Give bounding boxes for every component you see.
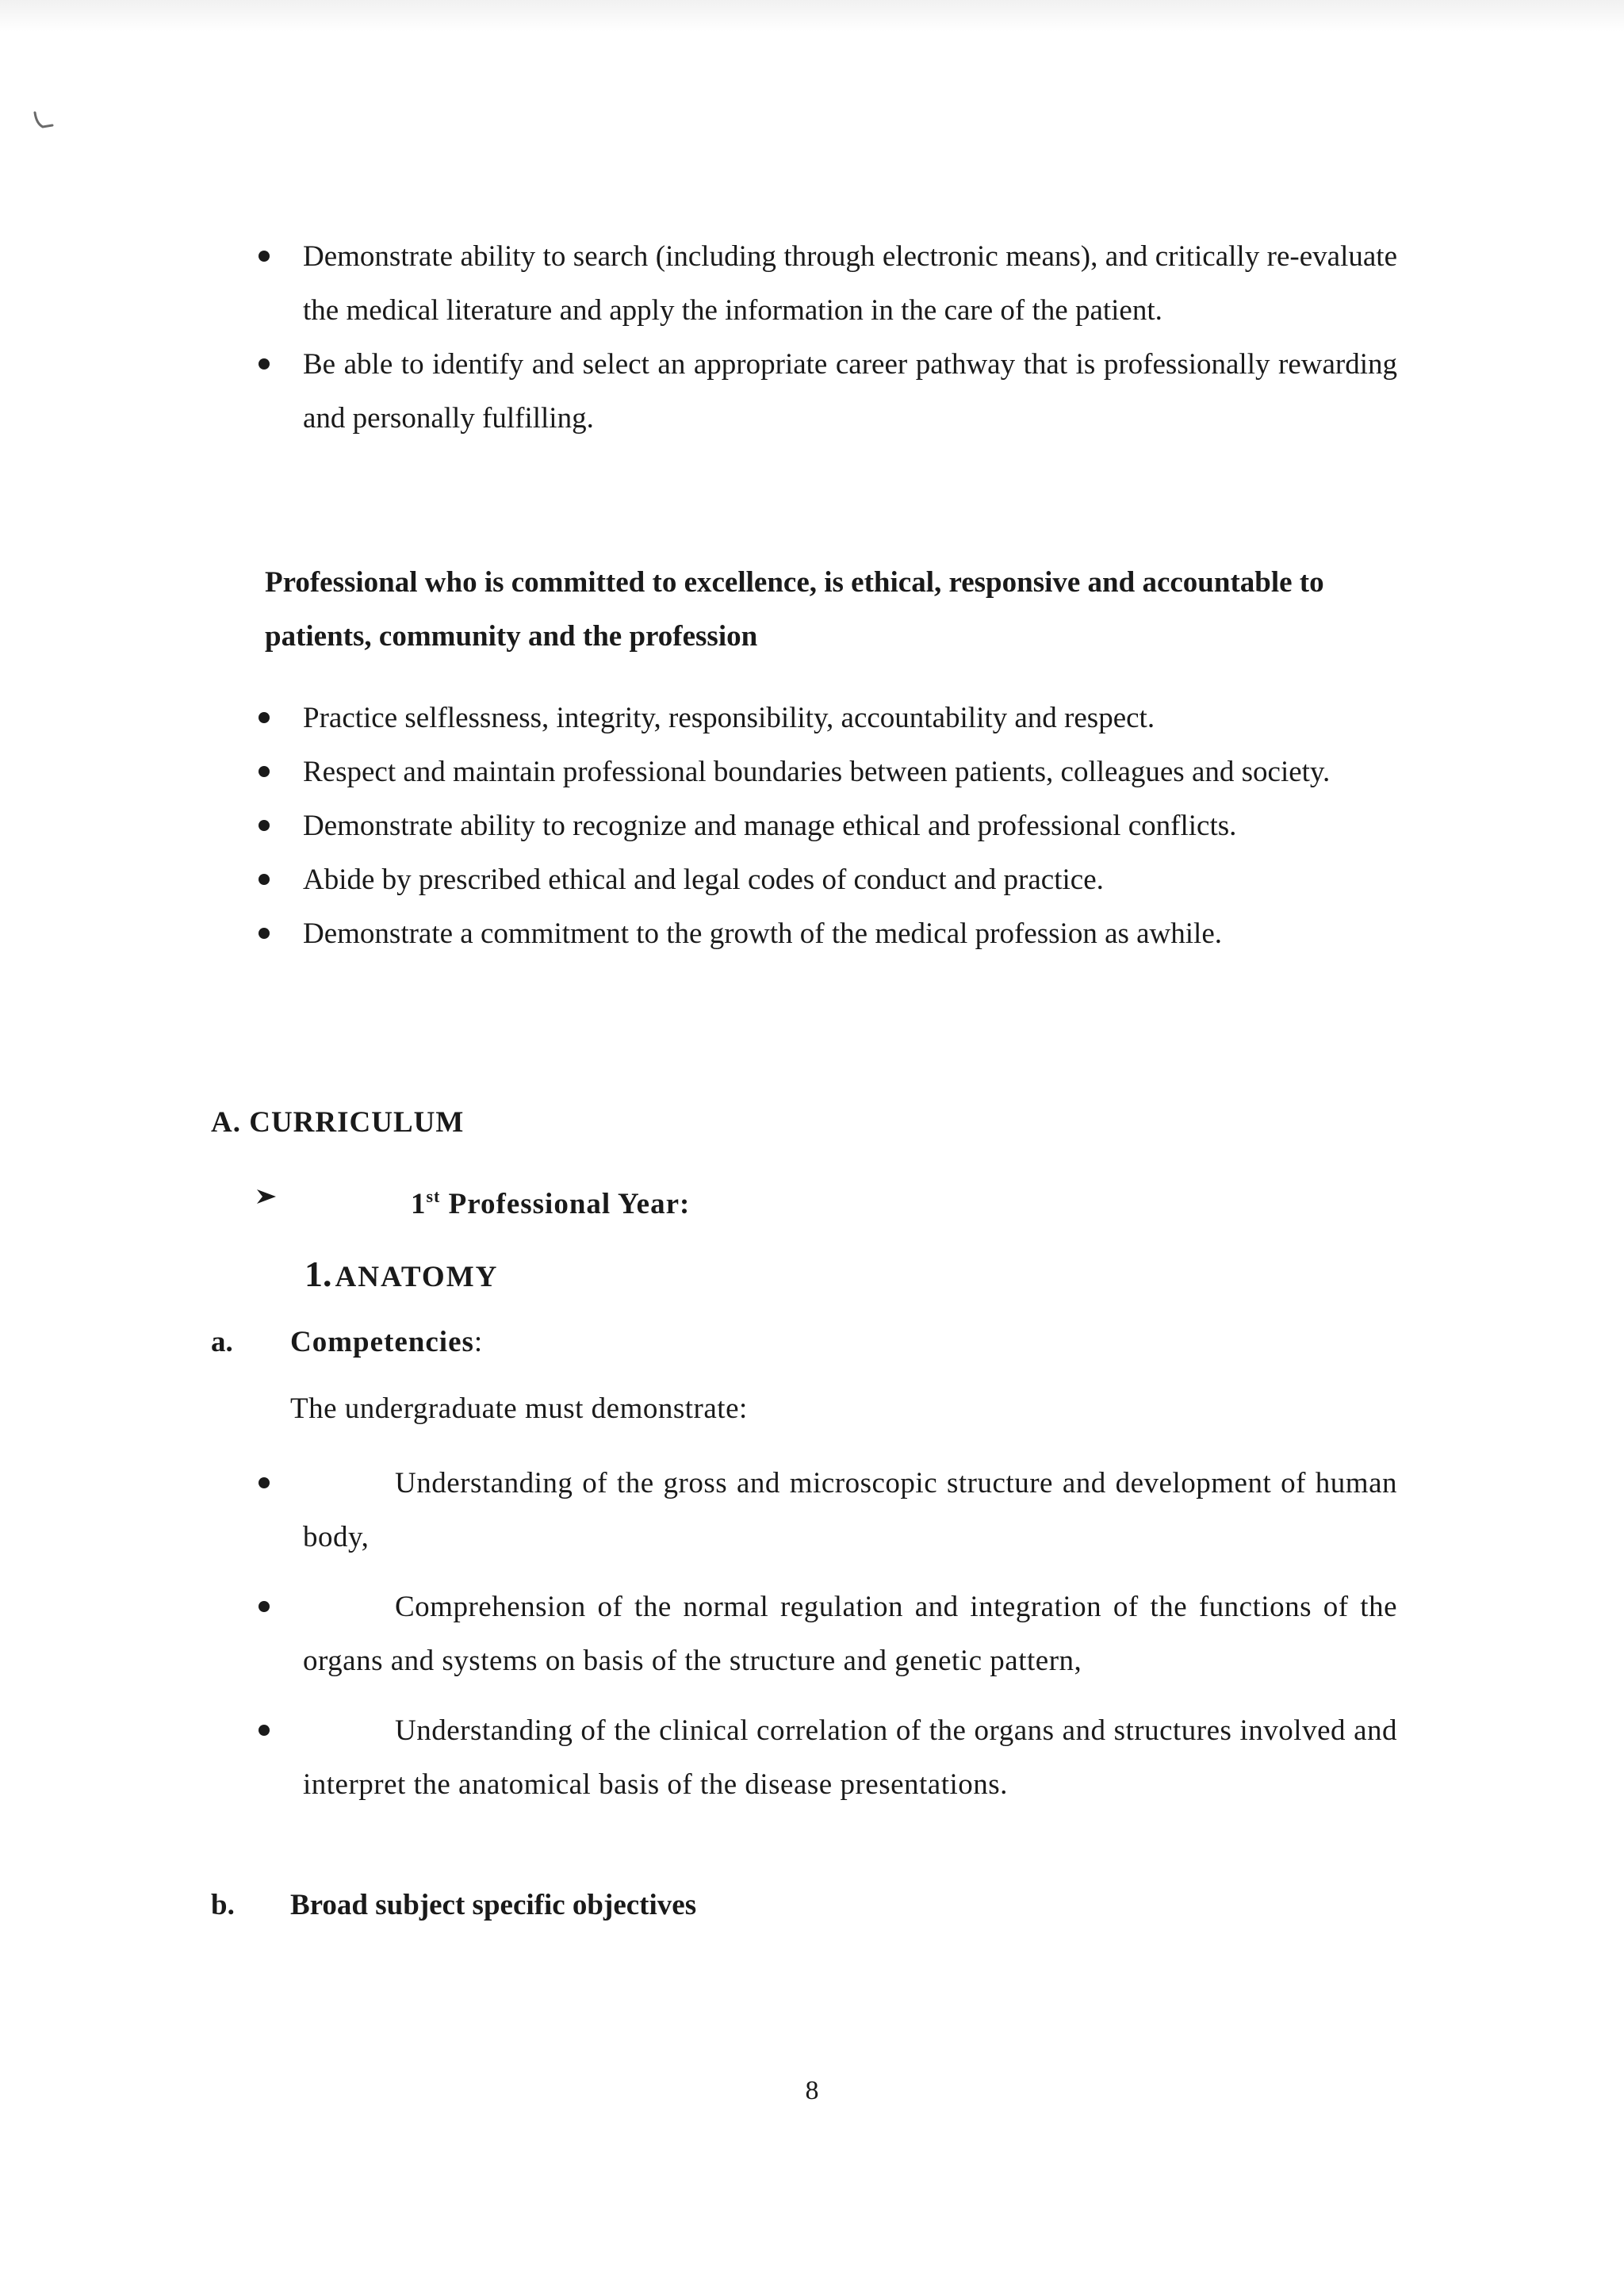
list-item-text: Abide by prescribed ethical and legal codes of conduct and practice. [303,864,1104,896]
subject-heading [304,1250,498,1307]
bullet-icon [259,251,270,262]
scan-mark-icon [32,109,56,133]
competencies-title-text: Competencies [290,1326,474,1358]
list-item-text: Demonstrate ability to recognize and manage ethical and professional conflicts. [303,810,1237,842]
list-item [255,338,1397,446]
list-item-text: Understanding of the gross and microscopic structure and development of human body, [303,1467,1397,1553]
list-item-text: Demonstrate a commitment to the growth of the medical profession as awhile. [303,917,1223,950]
subject-name: ANATOMY [335,1261,499,1293]
bullet-icon [259,358,270,370]
objectives-letter: b. [211,1889,235,1921]
list-item-text: Practice selflessness, integrity, responsibility, accountability and respect. [303,702,1155,734]
competencies-letter: a. [211,1326,233,1358]
bullet-icon [259,928,270,939]
bullet-icon [259,1601,270,1612]
list-item [255,1457,1397,1565]
arrow-bullet-icon [255,1188,278,1205]
bullet-icon [259,1725,270,1736]
competencies-intro: The undergraduate must demonstrate: [290,1392,748,1425]
competencies-title [290,1323,483,1362]
top-bullet-list [255,230,1397,446]
page-number: 8 [805,2076,819,2105]
list-item-text: Comprehension of the normal regulation and integration of the functions of the organs and systems on basis of the structure and genetic pattern, [303,1591,1397,1677]
competencies-colon: : [473,1326,484,1358]
bullet-icon [259,712,270,723]
list-item-text: Respect and maintain professional boundaries between patients, colleagues and society. [303,756,1331,788]
list-item-text: Understanding of the clinical correlation of the organs and structures involved and interpret the anatomical basis of the disease presentations. [303,1714,1397,1801]
list-item [255,745,1397,799]
bullet-icon [259,1477,270,1488]
list-item [255,691,1397,745]
subject-number: 1. [304,1254,332,1294]
bullet-icon [259,766,270,777]
competency-list [255,1457,1397,1812]
list-item [255,1704,1397,1812]
year-label: Professional Year: [448,1188,691,1220]
curriculum-heading: A. CURRICULUM [211,1106,465,1139]
professional-bullet-list [255,691,1397,961]
year-number: 1 [411,1188,427,1220]
objectives-title: Broad subject specific objectives [290,1889,697,1921]
year-suffix: st [426,1186,441,1206]
list-item [255,1580,1397,1688]
list-item [255,230,1397,338]
bullet-icon [259,820,270,831]
list-item [255,799,1397,853]
bullet-icon [259,874,270,885]
list-item [255,907,1397,961]
list-item-text: Demonstrate ability to search (including through electronic means), and critically re-evaluate the medical literature and apply the information in the care of the patient. [303,240,1397,327]
list-item-text: Be able to identify and select an appropriate career pathway that is professionally rewarding and personally fulfilling. [303,348,1397,435]
professional-heading: Professional who is committed to excellence, is ethical, responsive and accountable to patients, community and the profession [265,566,1324,653]
year-heading [411,1177,690,1224]
list-item [255,853,1397,907]
